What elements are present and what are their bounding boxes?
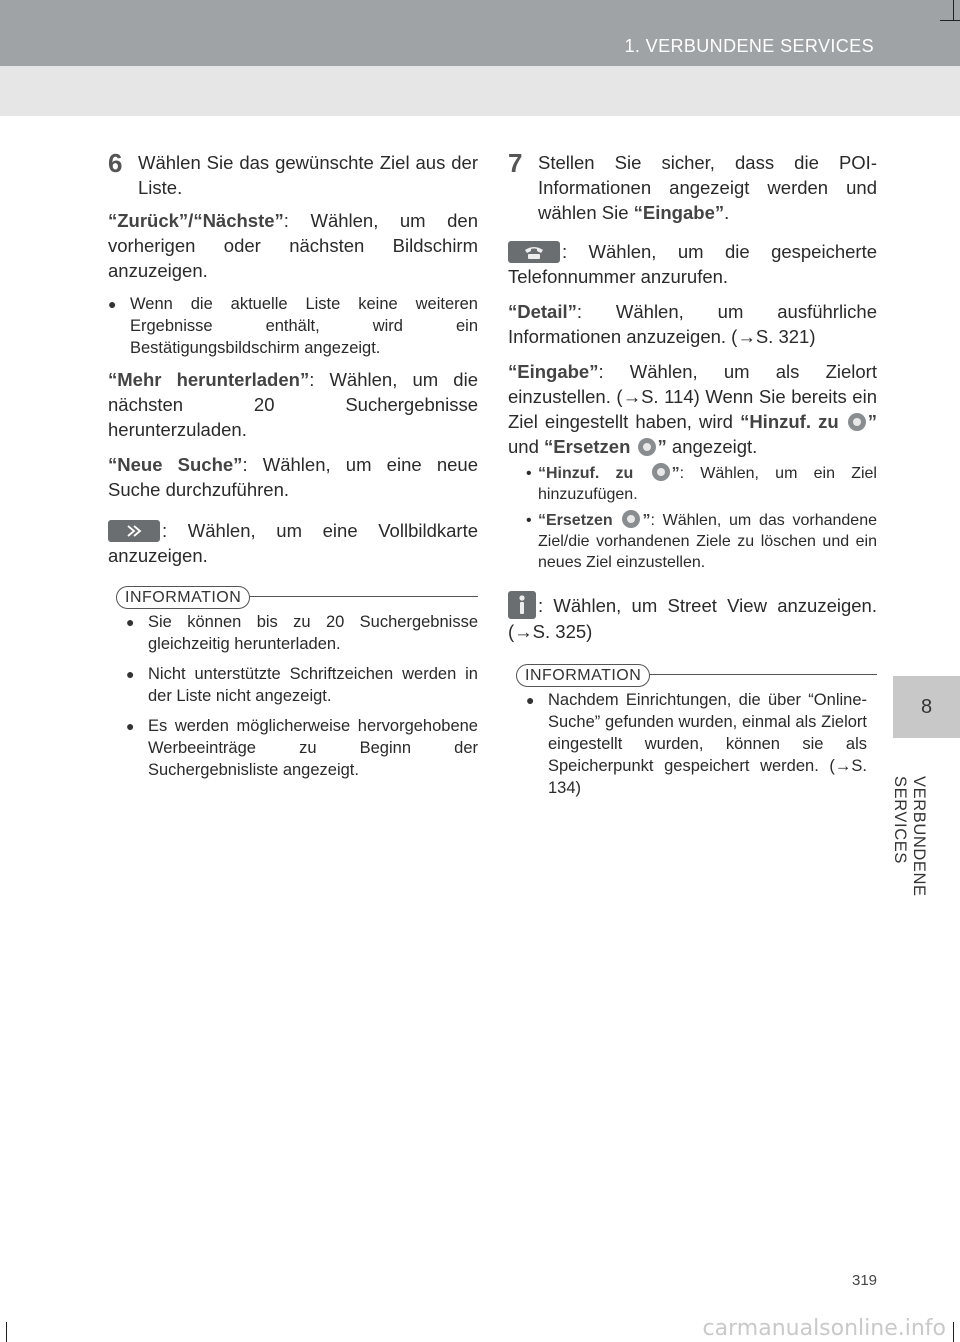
bullet-dot-icon: ●: [126, 614, 135, 630]
ersetzen-label: “Ersetzen: [544, 436, 631, 457]
page-number: 319: [852, 1272, 878, 1289]
bullet-note: [108, 293, 478, 359]
detail-desc: [508, 299, 877, 349]
crop-mark: [940, 20, 960, 21]
watermark: carmanualsonline.info: [702, 1316, 946, 1341]
detail-text: : Wählen, um ausführliche Informationen anzuzeigen. (→S. 321): [508, 301, 877, 347]
close-quote: ”: [657, 436, 667, 457]
step-6: [108, 150, 478, 200]
bullet-dot-icon: ●: [108, 296, 117, 312]
step-number: 6: [108, 148, 123, 178]
mehr-herunterladen-label: “Mehr herunterladen”: [108, 369, 310, 390]
crop-mark: [6, 1322, 7, 1342]
street-view-text: : Wählen, um Street View anzuzeigen. (→S. 325): [508, 595, 877, 642]
info-label: INFORMATION: [516, 664, 650, 687]
step-text: [538, 150, 877, 225]
left-column: [108, 150, 478, 789]
info-item-text: Nicht unterstützte Schriftzeichen werden in der Liste nicht angezeigt.: [148, 665, 478, 705]
step-text-part: Stellen Sie sicher, dass die POI-Informationen angezeigt werden und wählen Sie: [538, 152, 877, 223]
bullet-dot-icon: ●: [126, 718, 135, 734]
info-box-left: [108, 586, 478, 781]
street-view-desc: [508, 591, 877, 644]
info-person-icon: [508, 591, 536, 619]
info-item: [126, 611, 478, 655]
sub-bullet: •: [526, 512, 532, 529]
eingabe-label: “Eingabe”: [633, 202, 725, 223]
neue-suche-text: : Wählen, um eine neue Suche durchzuführen.: [108, 454, 478, 500]
right-column: [508, 150, 877, 807]
sub-bullet: •: [526, 465, 532, 482]
info-label: INFORMATION: [116, 586, 250, 609]
section-title: 1. VERBUNDENE SERVICES: [624, 36, 874, 56]
hinzuf-text: : Wählen, um ein Ziel hinzuzufügen.: [538, 465, 877, 503]
destination-pin-icon: [848, 413, 866, 431]
detail-label: “Detail”: [508, 301, 577, 322]
step-text-end: .: [724, 202, 730, 223]
destination-pin-icon: [622, 510, 640, 528]
mehr-herunterladen-text: : Wählen, um die nächsten 20 Suchergebnisse herunterzuladen.: [108, 369, 478, 440]
bullet-text: Wenn die aktuelle Liste keine weiteren Ergebnisse enthält, wird ein Bestätigungsbildschirm angezeigt.: [130, 295, 478, 357]
step-text: Wählen Sie das gewünschte Ziel aus der Liste.: [138, 152, 478, 198]
info-item: [126, 663, 478, 707]
info-item-text: Nachdem Einrichtungen, die über “Online-Suche” gefunden wurden, einmal als Zielort eingestellt wurden, können sie als Speicherpunkt gespeichert werden. (→S. 134): [548, 691, 867, 797]
info-item: [126, 715, 478, 781]
zurueck-naechste-text: : Wählen, um den vorherigen oder nächsten Bildschirm anzuzeigen.: [108, 210, 478, 281]
chapter-side-label: VERBUNDENE SERVICES: [891, 776, 928, 897]
sub-item-text: [538, 510, 877, 573]
header-band: [0, 66, 960, 116]
hinzuf-label: “Hinzuf. zu: [740, 411, 839, 432]
close-quote: ”: [867, 411, 878, 432]
phone-text: : Wählen, um die gespeicherte Telefonnummer anzurufen.: [508, 241, 877, 287]
conjunction: und: [508, 436, 545, 457]
mehr-herunterladen-desc: [108, 367, 478, 442]
fast-forward-icon: [108, 520, 160, 542]
eingabe-desc: [508, 359, 877, 459]
bullet-dot-icon: ●: [526, 692, 535, 708]
fullscreen-map-text: : Wählen, um eine Vollbildkarte anzuzeigen.: [108, 520, 478, 566]
close-quote: ”: [642, 512, 651, 529]
phone-desc: [508, 239, 877, 289]
close-quote: ”: [671, 465, 680, 482]
eingabe-text-end: angezeigt.: [666, 436, 758, 457]
info-item-text: Sie können bis zu 20 Suchergebnisse gleichzeitig herunterladen.: [148, 613, 478, 653]
step-number: 7: [508, 148, 523, 178]
zurueck-naechste-desc: [108, 208, 478, 283]
phone-icon: [508, 241, 560, 263]
info-item-text: Es werden möglicherweise hervorgehobene Werbeeinträge zu Beginn der Suchergebnisliste angezeigt.: [148, 717, 478, 779]
step-7: [508, 150, 877, 225]
info-item: [526, 689, 867, 799]
destination-pin-icon: [652, 463, 670, 481]
neue-suche-desc: [108, 452, 478, 502]
info-box-right: [508, 664, 877, 799]
sub-item-hinzuf: [526, 463, 877, 505]
zurueck-naechste-label: “Zurück”/“Nächste”: [108, 210, 284, 231]
hinzuf-label: “Hinzuf. zu: [538, 465, 634, 482]
crop-mark: [953, 0, 954, 20]
sub-item-text: [538, 463, 877, 505]
eingabe-label: “Eingabe”: [508, 361, 599, 382]
ersetzen-label: “Ersetzen: [538, 512, 613, 529]
sub-item-ersetzen: [526, 510, 877, 573]
bullet-dot-icon: ●: [126, 666, 135, 682]
destination-pin-icon: [638, 438, 656, 456]
ersetzen-text: : Wählen, um das vorhandene Ziel/die vorhandenen Ziele zu löschen und ein neues Ziel einzustellen.: [538, 512, 877, 571]
fullscreen-map-desc: [108, 518, 478, 568]
eingabe-text: : Wählen, um als Zielort einzustellen. (→S. 114) Wenn Sie bereits ein Ziel eingestellt haben, wird: [508, 361, 877, 432]
neue-suche-label: “Neue Suche”: [108, 454, 243, 475]
chapter-tab: 8: [893, 676, 960, 738]
crop-mark: [953, 1322, 954, 1342]
